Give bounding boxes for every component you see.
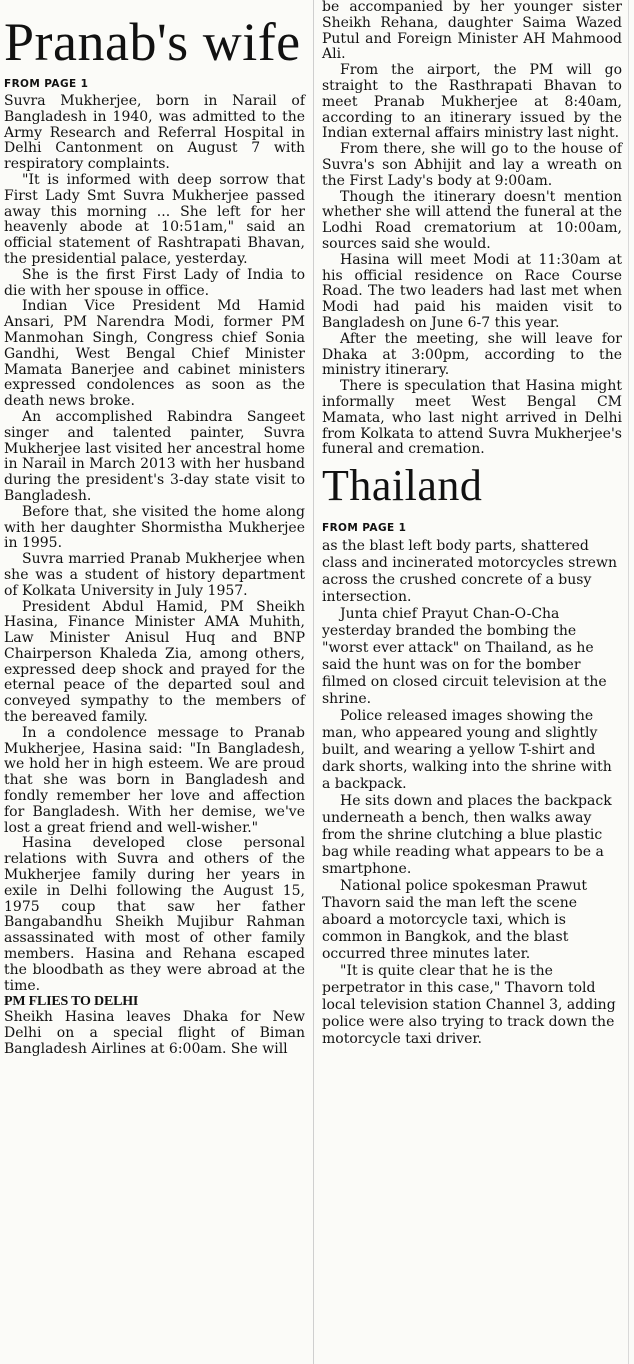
article-paragraph: From there, she will go to the house of Suvra's son Abhijit and lay a wreath on the First Lady's body at 9:00am. xyxy=(322,141,622,189)
article-paragraph: There is speculation that Hasina might informally meet West Bengal CM Mamata, who last night arrived in Delhi from Kolkata to attend Suvra Mukherjee's funeral and cremation. xyxy=(322,378,622,458)
column-divider xyxy=(313,0,314,1364)
article-paragraph: Police released images showing the man, who appeared young and slightly built, and wearing a yellow T-shirt and dark shorts, walking into the shrine with a backpack. xyxy=(322,708,612,793)
article-paragraph: President Abdul Hamid, PM Sheikh Hasina, Finance Minister AMA Muhith, Law Minister Anisul Huq and BNP Chairperson Khaleda Zia, among others, expressed deep shock and prayed for the eternal peace of the departed soul and conveyed sympathy to the members of the bereaved family. xyxy=(4,598,305,726)
article-paragraph: Sheikh Hasina leaves Dhaka for New Delhi on a special flight of Biman Bangladesh Airlines at 6:00am. She will xyxy=(4,1009,305,1058)
right-column xyxy=(322,0,622,1048)
article-paragraph: After the meeting, she will leave for Dhaka at 3:00pm, according to the ministry itinerary. xyxy=(322,330,622,379)
article-paragraph: Though the itinerary doesn't mention whether she will attend the funeral at the Lodhi Road crematorium at 10:00am, sources said she would. xyxy=(322,188,622,252)
article-paragraph: Indian Vice President Md Hamid Ansari, PM Narendra Modi, former PM Manmohan Singh, Congress chief Sonia Gandhi, West Bengal Chief Minister Mamata Banerjee and cabinet ministers expressed condolences as soon as the death news broke. xyxy=(4,298,305,410)
page-edge-rule xyxy=(628,0,629,1364)
thailand-kicker: FROM PAGE 1 xyxy=(322,522,407,535)
article-paragraph: be accompanied by her younger sister Sheikh Rehana, daughter Saima Wazed Putul and Foreign Minister AH Mahmood Ali. xyxy=(322,0,622,63)
pranab-headline: Pranab's wife xyxy=(4,12,301,72)
pranab-subhead: PM FLIES TO DELHI xyxy=(4,994,139,1010)
article-paragraph: Suvra Mukherjee, born in Narail of Bangladesh in 1940, was admitted to the Army Research and Referral Hospital in Delhi Cantonment on August 7 with respiratory complaints. xyxy=(4,93,305,173)
article-paragraph: Suvra married Pranab Mukherjee when she was a student of history department of Kolkata University in July 1957. xyxy=(4,551,305,599)
article-paragraph: "It is informed with deep sorrow that First Lady Smt Suvra Mukherjee passed away this morning ... She left for her heavenly abode at 10:51am," said an official statement of Rashtrapati Bhavan, the presidential palace, yesterday. xyxy=(4,171,305,267)
article-paragraph: Before that, she visited the home along with her daughter Shormistha Mukherjee in 1995. xyxy=(4,503,305,552)
thailand-headline: Thailand xyxy=(322,461,483,511)
article-paragraph: In a condolence message to Pranab Mukherjee, Hasina said: "In Bangladesh, we hold her in high esteem. We are proud that she was born in Bangladesh and fondly remember her love and affection for Bangladesh. With her demise, we've lost a great friend and well-wisher." xyxy=(4,724,305,836)
article-paragraph: "It is quite clear that he is the perpetrator in this case," Thavorn told local television station Channel 3, adding police were also trying to track down the motorcycle taxi driver. xyxy=(322,963,616,1048)
pranab-kicker: FROM PAGE 1 xyxy=(4,78,89,90)
article-paragraph: From the airport, the PM will go straight to the Rasthrapati Bhavan to meet Pranab Mukherjee at 8:40am, according to an itinerary issued by the Indian external affairs ministry last night. xyxy=(322,62,622,142)
article-paragraph: as the blast left body parts, shattered class and incinerated motorcycles strewn across the crushed concrete of a busy intersection. xyxy=(322,538,617,606)
thailand-article xyxy=(322,461,622,1048)
article-paragraph: He sits down and places the backpack underneath a bench, then walks away from the shrine clutching a blue plastic bag while reading what appears to be a smartphone. xyxy=(322,793,612,878)
article-paragraph: She is the first First Lady of India to die with her spouse in office. xyxy=(4,266,305,299)
article-paragraph: An accomplished Rabindra Sangeet singer and talented painter, Suvra Mukherjee last visited her ancestral home in Narail in March 2013 with her husband during the president's 3-day state visit to Bangladesh. xyxy=(4,408,305,504)
article-paragraph: Hasina will meet Modi at 11:30am at his official residence on Race Course Road. The two leaders had last met when Modi had paid his maiden visit to Bangladesh on June 6-7 this year. xyxy=(322,251,622,331)
article-paragraph: National police spokesman Prawut Thavorn said the man left the scene aboard a motorcycle taxi, which is common in Bangkok, and the blast occurred three minutes later. xyxy=(322,878,588,963)
article-paragraph: Hasina developed close personal relations with Suvra and others of the Mukherjee family during her years in exile in Delhi following the August 15, 1975 coup that saw her father Bangabandhu Sheikh Mujibur Rahman assassinated with most of other family members. Hasina and Rehana escaped the bloodbath as they were abroad at the time. xyxy=(4,835,305,994)
pranab-article-column xyxy=(4,0,305,1058)
article-paragraph: Junta chief Prayut Chan-O-Cha yesterday branded the bombing the "worst ever attack" on Thailand, as he said the hunt was on for the bomber filmed on closed circuit television at the shrine. xyxy=(322,606,607,708)
